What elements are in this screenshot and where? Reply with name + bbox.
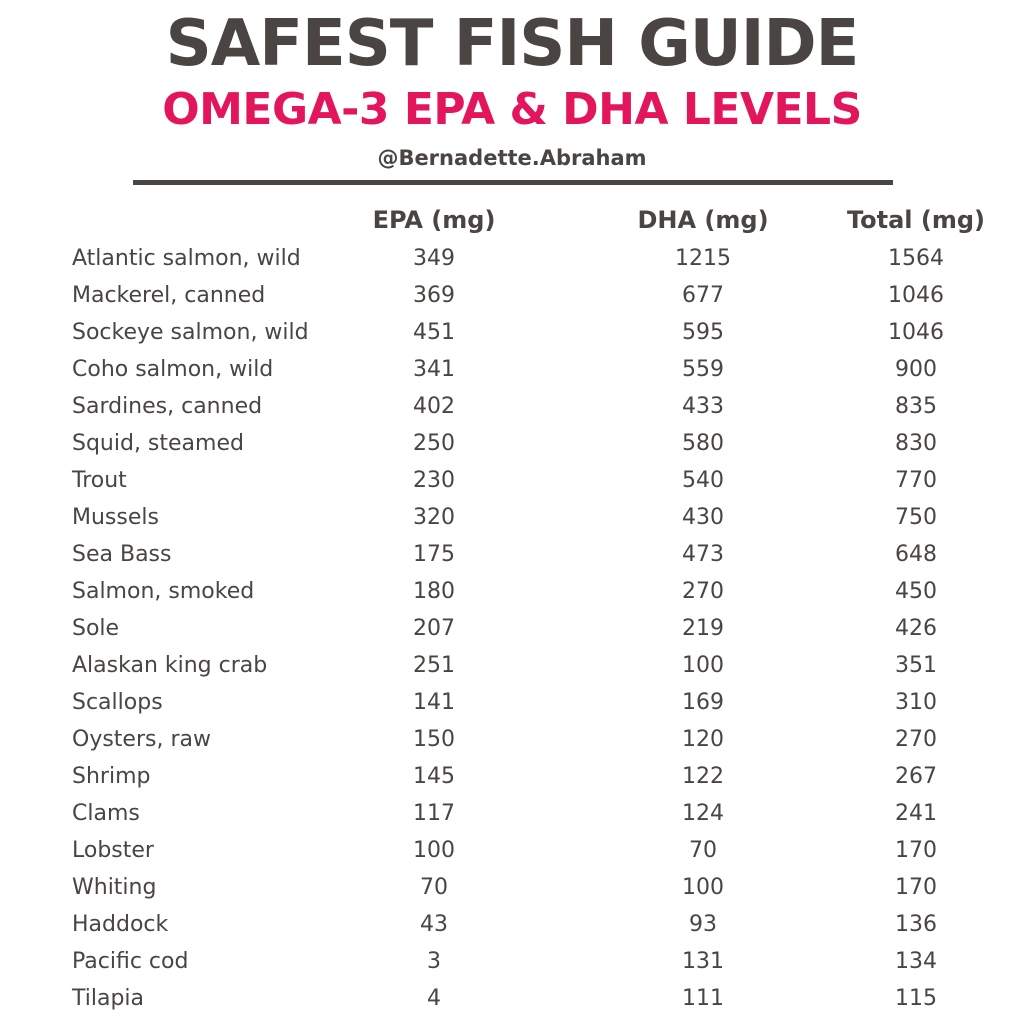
epa-value: 369 [413, 283, 455, 308]
dha-value: 559 [682, 357, 724, 382]
fish-name: Mackerel, canned [72, 283, 266, 308]
dha-value: 1215 [675, 246, 731, 271]
dha-value: 677 [682, 283, 724, 308]
dha-value: 120 [682, 727, 724, 752]
table-body [0, 240, 1024, 1017]
fish-name: Sole [72, 616, 120, 641]
table-row [0, 499, 1024, 536]
fish-name: Squid, steamed [72, 431, 244, 456]
epa-value: 251 [413, 653, 455, 678]
table-row [0, 906, 1024, 943]
fish-name: Pacific cod [72, 949, 189, 974]
epa-value: 70 [420, 875, 448, 900]
epa-value: 250 [413, 431, 455, 456]
epa-value: 451 [413, 320, 455, 345]
total-value: 770 [895, 468, 937, 493]
total-value: 351 [895, 653, 937, 678]
dha-value: 540 [682, 468, 724, 493]
epa-value: 180 [413, 579, 455, 604]
epa-value: 349 [413, 246, 455, 271]
table-row [0, 314, 1024, 351]
table-row [0, 832, 1024, 869]
epa-value: 402 [413, 394, 455, 419]
page-subtitle: OMEGA-3 EPA & DHA LEVELS [162, 84, 862, 135]
table-row [0, 758, 1024, 795]
total-value: 170 [895, 838, 937, 863]
total-value: 310 [895, 690, 937, 715]
total-value: 1046 [888, 320, 944, 345]
epa-value: 43 [420, 912, 448, 937]
dha-value: 93 [689, 912, 717, 937]
table-row [0, 573, 1024, 610]
table-header-row [0, 200, 1024, 240]
epa-value: 141 [413, 690, 455, 715]
epa-value: 4 [427, 986, 441, 1011]
dha-value: 100 [682, 653, 724, 678]
dha-value: 70 [689, 838, 717, 863]
table-row [0, 388, 1024, 425]
fish-name: Sardines, canned [72, 394, 263, 419]
author-handle: @Bernadette.Abraham [377, 146, 647, 170]
table-row [0, 462, 1024, 499]
fish-name: Whiting [72, 875, 157, 900]
fish-name: Shrimp [72, 764, 151, 789]
table-row [0, 536, 1024, 573]
table-row [0, 610, 1024, 647]
table-row [0, 351, 1024, 388]
column-header-epa: EPA (mg) [372, 206, 496, 234]
total-value: 835 [895, 394, 937, 419]
epa-value: 100 [413, 838, 455, 863]
column-header-total: Total (mg) [846, 206, 986, 234]
epa-value: 117 [413, 801, 455, 826]
total-value: 450 [895, 579, 937, 604]
table-row [0, 980, 1024, 1017]
dha-value: 580 [682, 431, 724, 456]
dha-value: 473 [682, 542, 724, 567]
dha-value: 219 [682, 616, 724, 641]
epa-value: 3 [427, 949, 441, 974]
fish-name: Sea Bass [72, 542, 172, 567]
table-row [0, 795, 1024, 832]
dha-value: 430 [682, 505, 724, 530]
fish-name: Scallops [72, 690, 163, 715]
table-row [0, 721, 1024, 758]
fish-name: Oysters, raw [72, 727, 211, 752]
epa-value: 230 [413, 468, 455, 493]
table-row [0, 684, 1024, 721]
dha-value: 111 [682, 986, 724, 1011]
epa-value: 150 [413, 727, 455, 752]
epa-value: 145 [413, 764, 455, 789]
fish-name: Mussels [72, 505, 159, 530]
table-row [0, 647, 1024, 684]
dha-value: 433 [682, 394, 724, 419]
fish-name: Lobster [72, 838, 154, 863]
header-divider [133, 180, 893, 185]
total-value: 170 [895, 875, 937, 900]
fish-name: Atlantic salmon, wild [72, 246, 301, 271]
total-value: 1564 [888, 246, 944, 271]
table-row [0, 425, 1024, 462]
dha-value: 169 [682, 690, 724, 715]
table-row [0, 869, 1024, 906]
total-value: 136 [895, 912, 937, 937]
dha-value: 270 [682, 579, 724, 604]
total-value: 134 [895, 949, 937, 974]
fish-name: Salmon, smoked [72, 579, 255, 604]
total-value: 830 [895, 431, 937, 456]
epa-value: 320 [413, 505, 455, 530]
table-row [0, 277, 1024, 314]
column-header-dha: DHA (mg) [637, 206, 769, 234]
total-value: 241 [895, 801, 937, 826]
fish-name: Haddock [72, 912, 169, 937]
total-value: 750 [895, 505, 937, 530]
dha-value: 100 [682, 875, 724, 900]
total-value: 426 [895, 616, 937, 641]
omega3-table [0, 200, 1024, 1017]
total-value: 267 [895, 764, 937, 789]
dha-value: 595 [682, 320, 724, 345]
epa-value: 207 [413, 616, 455, 641]
fish-name: Tilapia [72, 986, 145, 1011]
page-title: SAFEST FISH GUIDE [165, 7, 859, 81]
total-value: 115 [895, 986, 937, 1011]
total-value: 648 [895, 542, 937, 567]
dha-value: 124 [682, 801, 724, 826]
dha-value: 131 [682, 949, 724, 974]
table-row [0, 240, 1024, 277]
fish-name: Clams [72, 801, 140, 826]
total-value: 270 [895, 727, 937, 752]
fish-name: Trout [72, 468, 127, 493]
total-value: 1046 [888, 283, 944, 308]
fish-name: Sockeye salmon, wild [72, 320, 309, 345]
table-row [0, 943, 1024, 980]
total-value: 900 [895, 357, 937, 382]
epa-value: 341 [413, 357, 455, 382]
fish-name: Alaskan king crab [72, 653, 268, 678]
epa-value: 175 [413, 542, 455, 567]
dha-value: 122 [682, 764, 724, 789]
fish-name: Coho salmon, wild [72, 357, 274, 382]
